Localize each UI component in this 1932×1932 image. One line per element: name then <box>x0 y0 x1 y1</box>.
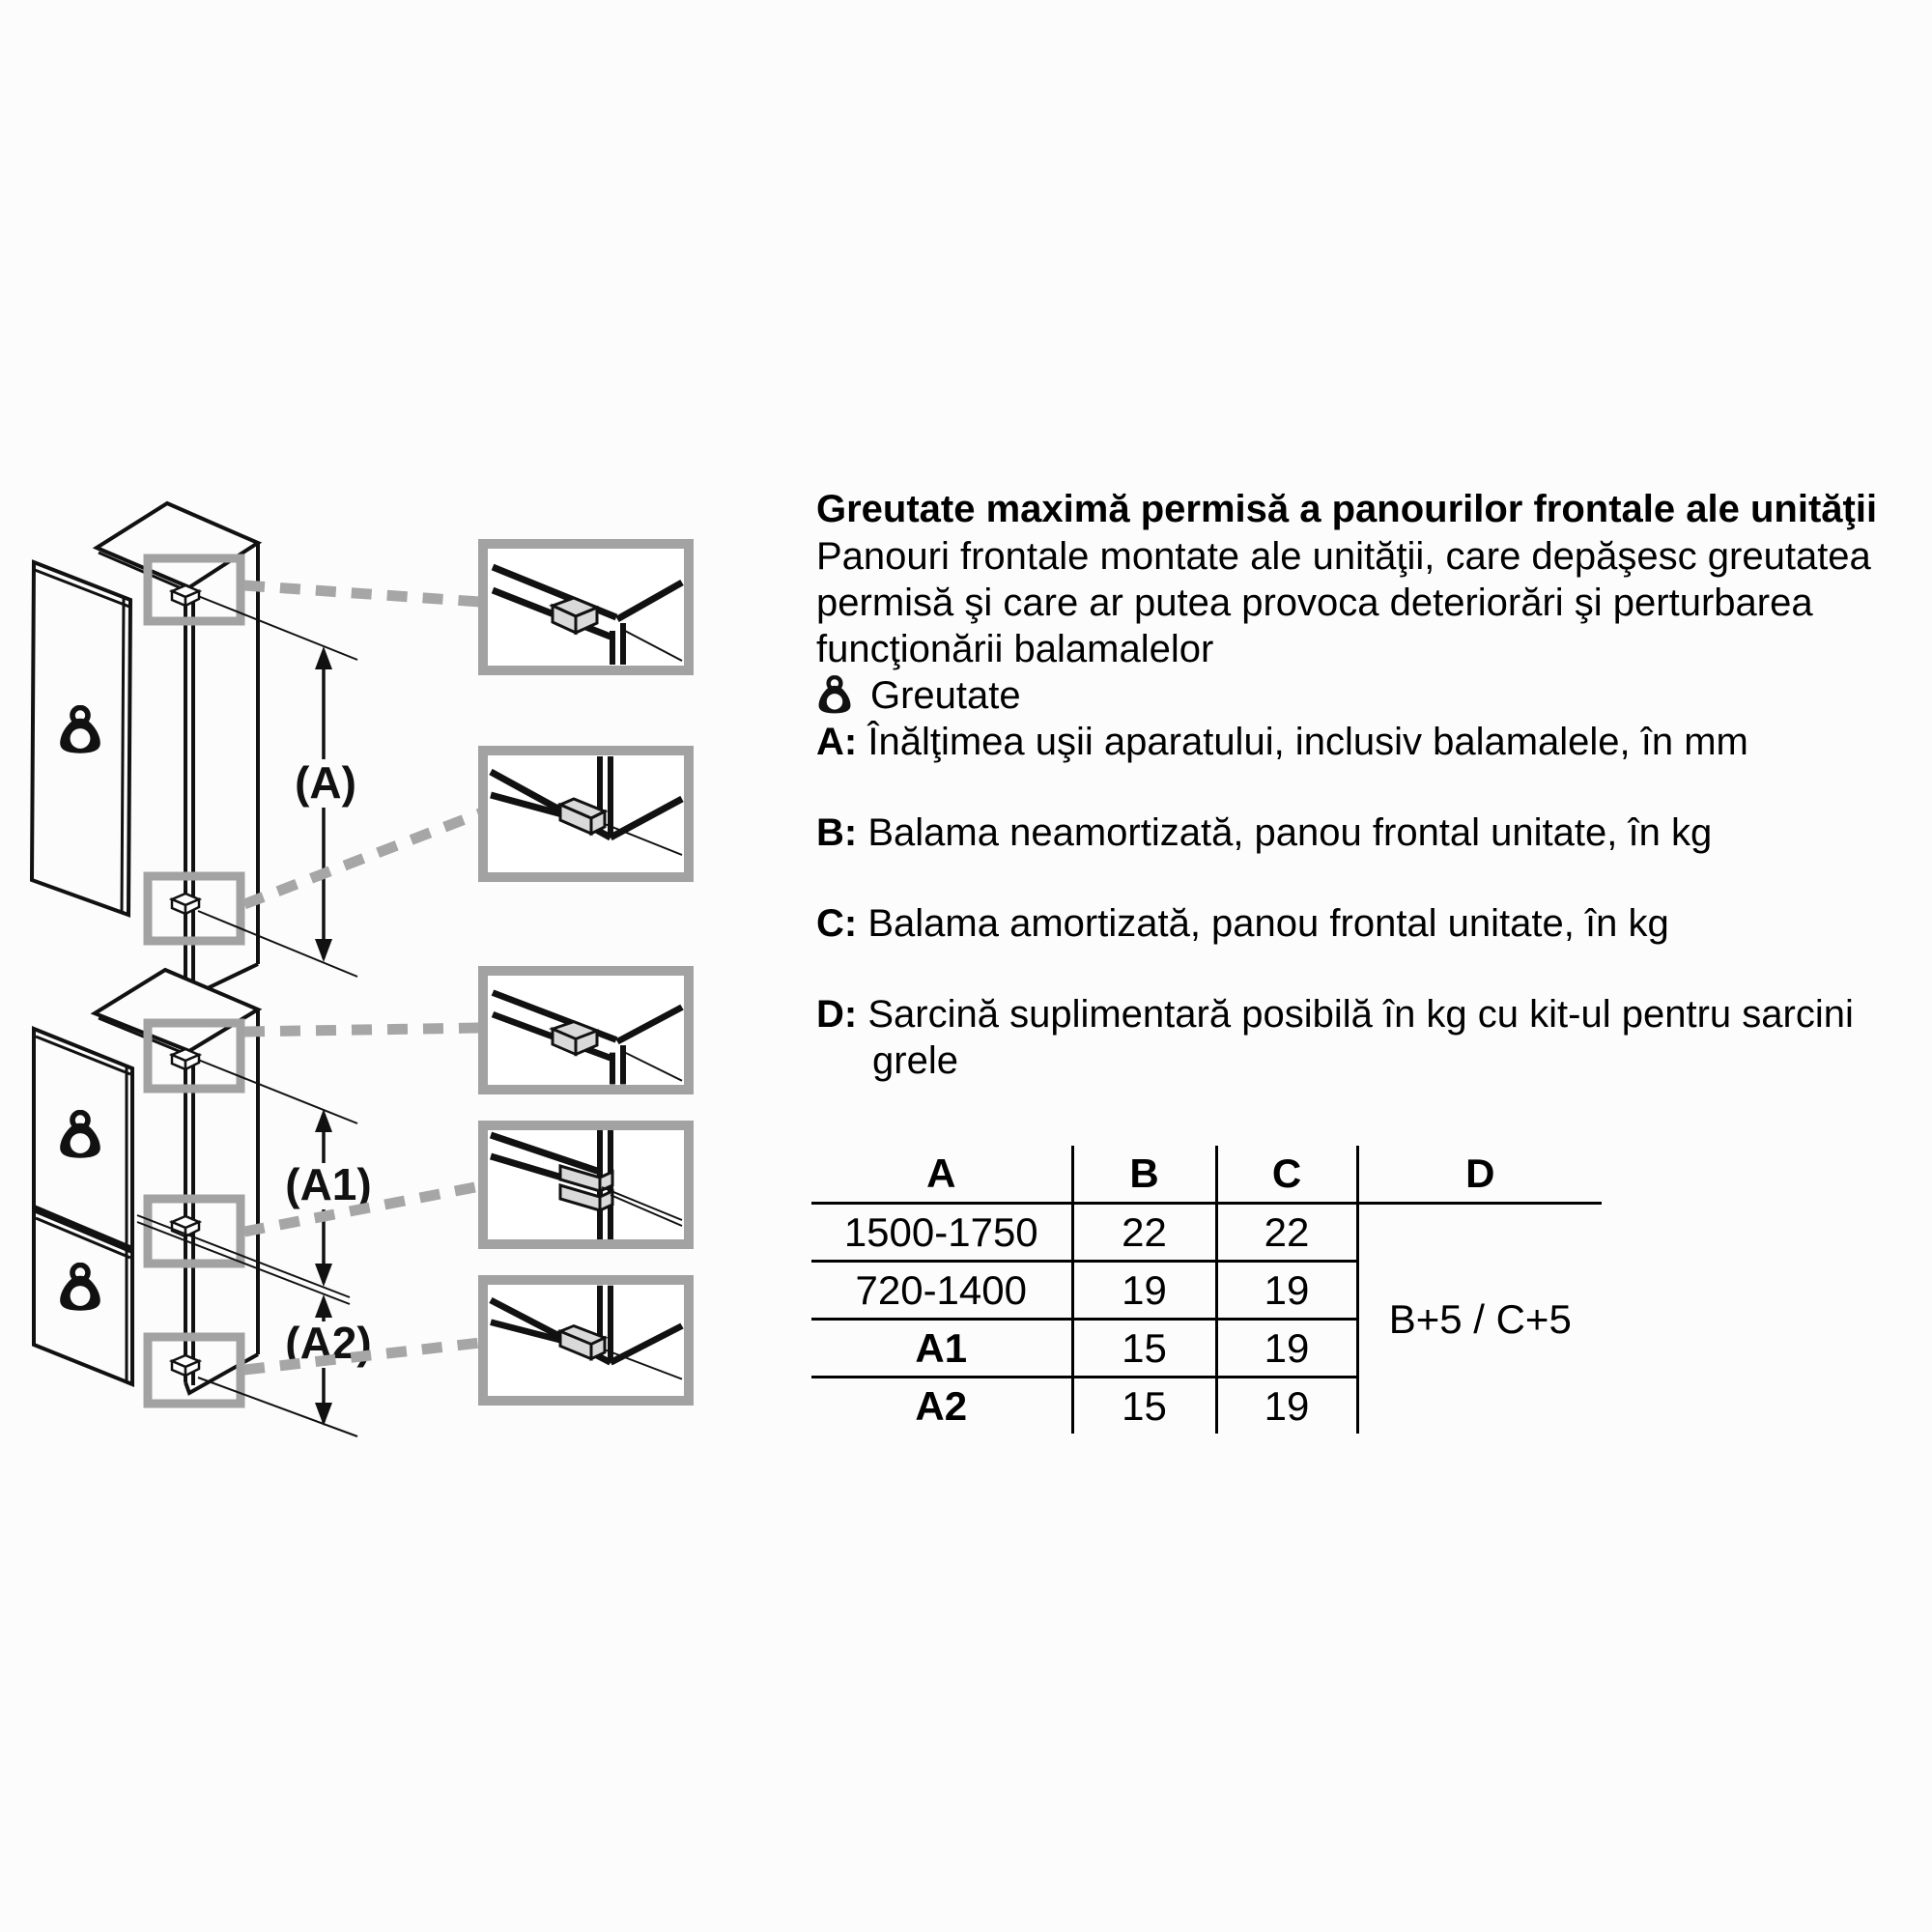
text-column <box>816 485 1913 1084</box>
col-header-d: D <box>1357 1146 1602 1204</box>
table-row <box>811 1204 1602 1262</box>
cell-b: 15 <box>1072 1320 1216 1378</box>
cell-a: 1500-1750 <box>811 1204 1072 1262</box>
cell-a: A1 <box>811 1320 1072 1378</box>
detail-box-middle-hinge-combi <box>483 1125 689 1244</box>
fridge-combi-diagram <box>34 970 381 1436</box>
fridge-single-diagram <box>32 503 362 997</box>
weight-icon <box>816 675 853 716</box>
detail-box-bottom-hinge-combi <box>483 1280 689 1401</box>
definition-text: Balama neamortizată, panou frontal unitate, în kg <box>867 811 1713 854</box>
definition-text: Sarcină suplimentară posibilă în kg cu kit-ul pentru sarcini grele <box>867 993 1854 1082</box>
table-header-row <box>811 1146 1602 1204</box>
cell-a: 720-1400 <box>811 1262 1072 1320</box>
dim-label-a2: (A2) <box>285 1318 372 1368</box>
definition-text: Înălţimea uşii aparatului, inclusiv balamalele, în mm <box>867 721 1748 763</box>
dimension-a <box>198 596 362 977</box>
dim-label-a: (A) <box>295 757 356 808</box>
definition-key: D: <box>816 993 858 1036</box>
detail-box-bottom-hinge-single <box>483 751 689 877</box>
dim-label-a1: (A1) <box>285 1159 372 1209</box>
definition-key: B: <box>816 811 858 854</box>
definition-b <box>816 810 1913 856</box>
cell-c: 19 <box>1216 1378 1357 1435</box>
detail-box-top-hinge-combi <box>483 971 689 1090</box>
cell-a: A2 <box>811 1378 1072 1435</box>
cell-d-merged: B+5 / C+5 <box>1388 1295 1572 1342</box>
col-header-b: B <box>1072 1146 1216 1204</box>
cell-b: 15 <box>1072 1378 1216 1435</box>
page-title: Greutate maximă permisă a panourilor frontale ale unităţii <box>816 488 1878 530</box>
definition-key: A: <box>816 721 858 763</box>
cell-c: 19 <box>1216 1320 1357 1378</box>
definition-key: C: <box>816 902 858 945</box>
cell-c: 19 <box>1216 1262 1357 1320</box>
load-table <box>811 1146 1602 1434</box>
definition-text: Balama amortizată, panou frontal unitate, în kg <box>867 902 1669 945</box>
dashed-connectors <box>244 585 480 1370</box>
col-header-c: C <box>1216 1146 1357 1204</box>
col-header-a: A <box>811 1146 1072 1204</box>
legend-weight-row <box>816 672 1913 719</box>
intro-paragraph: Panouri frontale montate ale unităţii, care depăşesc greutatea permisă şi care ar putea provoca deteriorări şi perturbarea funcţionării balamalelor <box>816 535 1871 670</box>
legend <box>816 672 1913 1084</box>
definition-c <box>816 900 1913 947</box>
cell-b: 19 <box>1072 1262 1216 1320</box>
definition-d <box>816 991 1913 1084</box>
cell-b: 22 <box>1072 1204 1216 1262</box>
legend-weight-label: Greutate <box>870 674 1021 717</box>
detail-box-top-hinge-single <box>483 544 689 670</box>
cell-c: 22 <box>1216 1204 1357 1262</box>
definition-a <box>816 719 1913 765</box>
installation-diagram <box>0 367 734 1507</box>
